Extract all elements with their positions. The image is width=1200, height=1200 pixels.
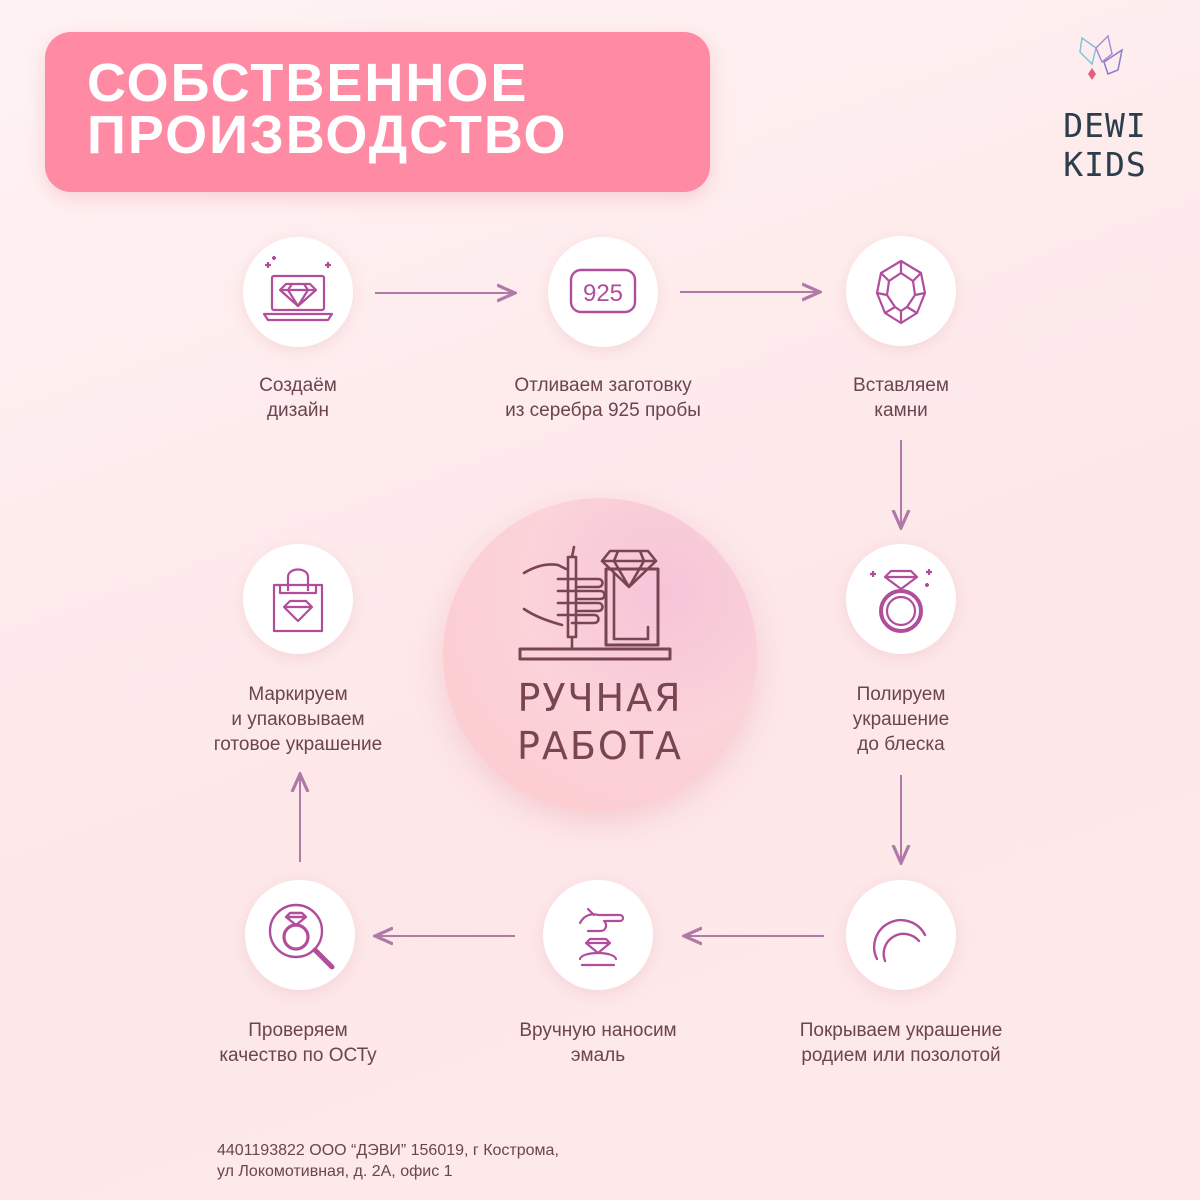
step-stones-node: [846, 236, 956, 346]
step-packaging-label: Маркируем и упаковываем готовое украшение: [213, 684, 383, 755]
step-stones-label: Вставляем камни: [853, 375, 949, 421]
gemstone-icon: [861, 251, 941, 331]
shopping-bag-icon: [258, 559, 338, 639]
step-packaging-node: [243, 544, 353, 654]
footer-line-2: ул Локомотивная, д. 2А, офис 1: [217, 1163, 453, 1180]
laptop-diamond-icon: [258, 252, 338, 332]
logo-text: DEWI KIDS: [1063, 106, 1147, 184]
plating-arc-icon: [861, 895, 941, 975]
magnifier-ring-icon: [260, 895, 340, 975]
step-quality-node: [245, 880, 355, 990]
hand-enamel-icon: [558, 895, 638, 975]
step-casting-label: Отливаем заготовку из серебра 925 пробы: [505, 375, 701, 421]
step-quality-label: Проверяем качество по ОСТу: [219, 1020, 377, 1066]
hand-engraving-icon: [518, 543, 678, 663]
center-title-line-1: РУЧНАЯ: [517, 676, 683, 720]
step-polish-label: Полируем украшение до блеска: [852, 684, 950, 755]
step-polish-node: [846, 544, 956, 654]
center-title-line-2: РАБОТА: [516, 724, 684, 768]
footer-line-1: 4401193822 ООО “ДЭВИ” 156019, г Кострома,: [217, 1142, 559, 1159]
title-line-2: ПРОИЗВОДСТВО: [87, 105, 568, 165]
handmade-center-circle: [443, 498, 757, 812]
title-line-1: СОБСТВЕННОЕ: [87, 53, 529, 113]
step-design-node: [243, 237, 353, 347]
diamond-ring-icon: [861, 559, 941, 639]
step-enamel-label: Вручную наносим эмаль: [519, 1020, 677, 1066]
step-design-label: Создаём дизайн: [259, 375, 337, 421]
step-casting-node: [548, 237, 658, 347]
hallmark-925-text: 925: [582, 280, 624, 307]
step-enamel-node: [543, 880, 653, 990]
step-plating-label: Покрываем украшение родием или позолотой: [799, 1020, 1003, 1066]
company-footer: [217, 1140, 559, 1182]
step-plating-node: [846, 880, 956, 990]
hallmark-925-icon: [563, 252, 643, 332]
